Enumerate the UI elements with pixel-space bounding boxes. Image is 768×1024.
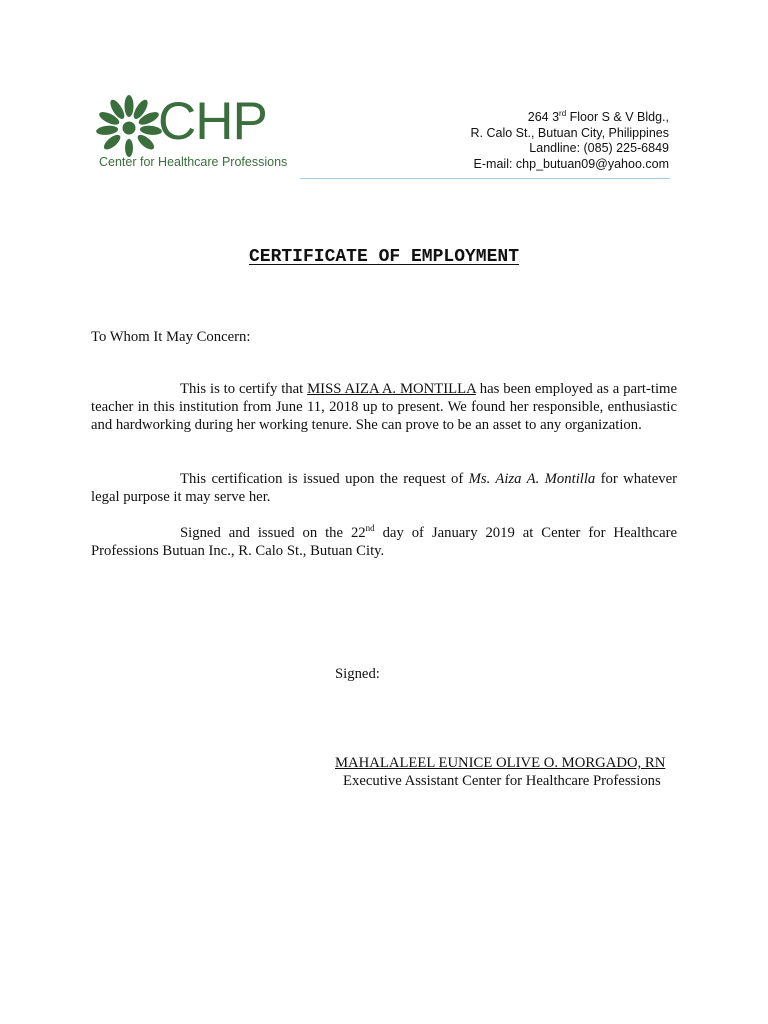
logo-subtitle: Center for Healthcare Professions — [99, 155, 288, 169]
address-line-2: R. Calo St., Butuan City, Philippines — [470, 125, 669, 140]
signatory-position: Executive Assistant Center for Healthcare Professions — [343, 773, 661, 789]
leaf-burst-logo-icon — [94, 92, 164, 158]
document-title: CERTIFICATE OF EMPLOYMENT — [248, 247, 520, 267]
certification-paragraph: This is to certify that MISS AIZA A. MONTILLA has been employed as a part-time teacher in this institution from June 11, 2018 up to present. We found her responsible, enthusiastic and hardworking during her working tenure. She can prove to be an asset to any organization. — [91, 381, 677, 433]
issuance-paragraph: Signed and issued on the 22nd day of January 2019 at Center for Healthcare Professions Butuan Inc., R. Calo St., Butuan City. — [91, 523, 677, 559]
signed-label: Signed: — [335, 666, 380, 682]
salutation: To Whom It May Concern: — [91, 329, 251, 345]
header-rule — [300, 178, 670, 179]
chp-logo — [94, 92, 304, 180]
letterhead-address — [471, 110, 669, 172]
logo-name: CHP — [158, 92, 267, 151]
employee-name: MISS AIZA A. MONTILLA — [307, 381, 476, 397]
signatory-name: MAHALALEEL EUNICE OLIVE O. MORGADO, RN — [335, 755, 666, 771]
address-line-1: 264 3rd Floor S & V Bldg., — [527, 108, 669, 124]
requester-name: Ms. Aiza A. Montilla — [468, 471, 596, 487]
landline: Landline: (085) 225-6849 — [529, 141, 669, 155]
email: E-mail: chp_butuan09@yahoo.com — [473, 156, 669, 171]
request-paragraph: This certification is issued upon the request of Ms. Aiza A. Montilla for whatever legal purpose it may serve her. — [91, 471, 678, 505]
